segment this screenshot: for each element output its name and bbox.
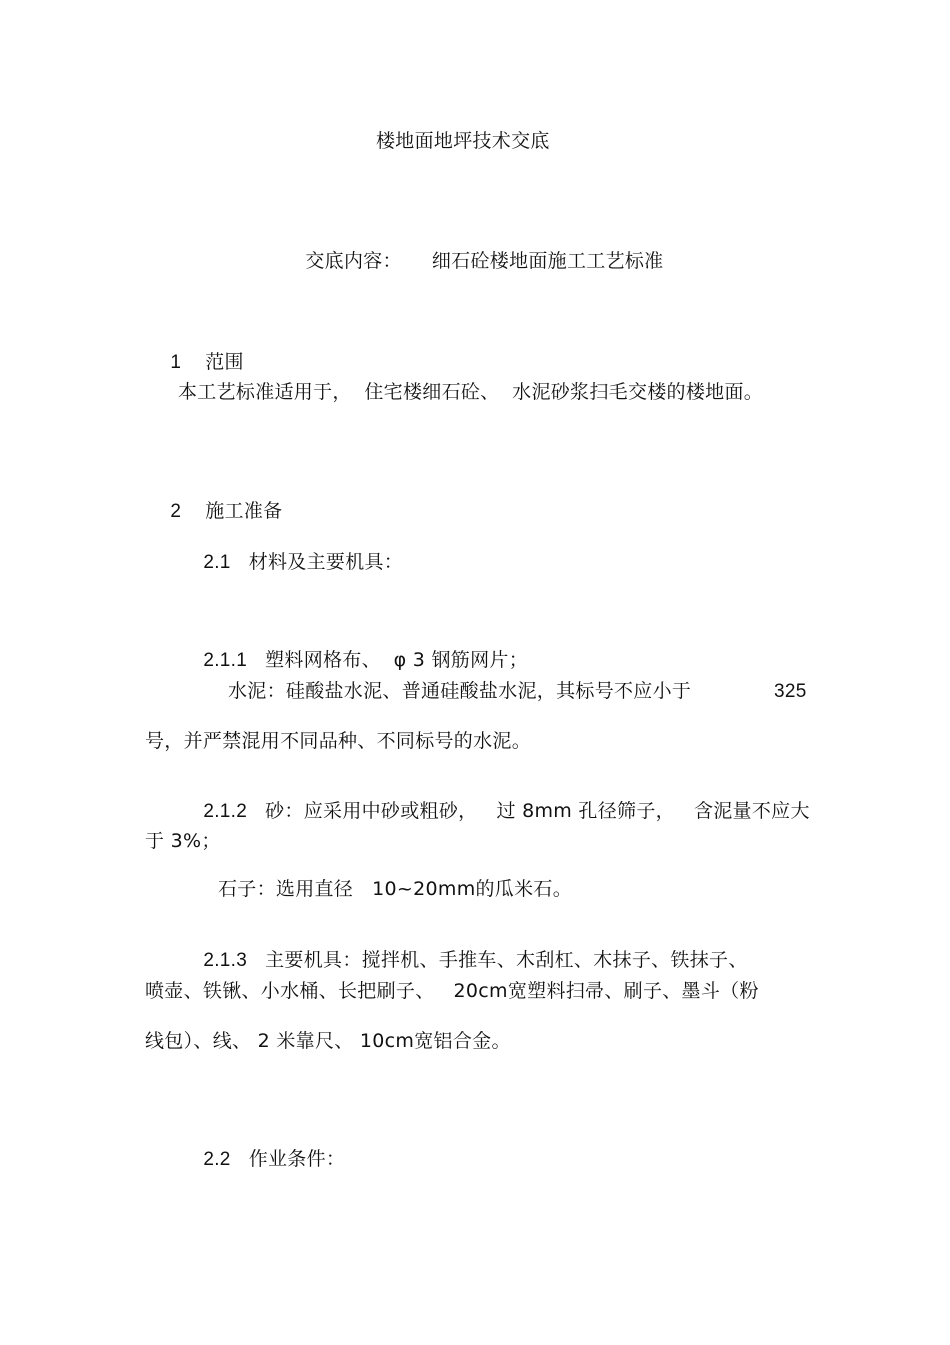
subtitle-label: 交底内容： bbox=[305, 250, 402, 272]
item-continuation: 号，并严禁混用不同品种、不同标号的水泥。 bbox=[145, 730, 532, 752]
subsection-title: 材料及主要机具： bbox=[248, 551, 404, 573]
subsection-number: 2.2 bbox=[203, 1149, 231, 1170]
subsection-heading bbox=[178, 534, 403, 591]
item-continuation: 石子：选用直径 10~20mm的瓜米石。 bbox=[218, 878, 573, 900]
subtitle-value: 细石砼楼地面施工工艺标准 bbox=[431, 250, 664, 272]
subsection-number: 2.1 bbox=[203, 552, 231, 573]
section-title: 施工准备 bbox=[205, 500, 283, 522]
item-number: 2.1.1 bbox=[203, 650, 248, 671]
item-line bbox=[178, 783, 810, 840]
item-continuation: 水泥：硅酸盐水泥、普通硅酸盐水泥，其标号不应小于 bbox=[228, 680, 692, 702]
subsection-title: 作业条件： bbox=[248, 1148, 346, 1170]
subsection-heading bbox=[178, 1131, 345, 1188]
item-number: 2.1.3 bbox=[203, 950, 248, 971]
item-number: 2.1.2 bbox=[203, 801, 248, 822]
section-heading bbox=[145, 483, 282, 540]
document-subtitle bbox=[280, 233, 663, 290]
section-number: 2 bbox=[170, 501, 182, 522]
section-body: 本工艺标准适用于， 住宅楼细石砼、 水泥砂浆扫毛交楼的楼地面。 bbox=[178, 381, 764, 403]
item-continuation: 于 3%； bbox=[145, 830, 221, 852]
document-title: 楼地面地坪技术交底 bbox=[376, 130, 550, 152]
section-number: 1 bbox=[170, 352, 182, 373]
item-text: 砂：应采用中砂或粗砂， 过 8mm 孔径筛子， 含泥量不应大 bbox=[265, 800, 810, 822]
item-continuation: 线包）、线、 2 米靠尺、 10cm宽铝合金。 bbox=[145, 1030, 511, 1052]
item-text: 主要机具：搅拌机、手推车、木刮杠、木抹子、铁抹子、 bbox=[265, 949, 748, 971]
item-text: 塑料网格布、 φ 3 钢筋网片； bbox=[265, 649, 529, 671]
item-continuation-number: 325 bbox=[774, 681, 807, 702]
section-title: 范围 bbox=[205, 351, 244, 373]
item-continuation: 喷壶、铁锹、小水桶、长把刷子、 20cm宽塑料扫帚、刷子、墨斗（粉 bbox=[145, 980, 759, 1002]
